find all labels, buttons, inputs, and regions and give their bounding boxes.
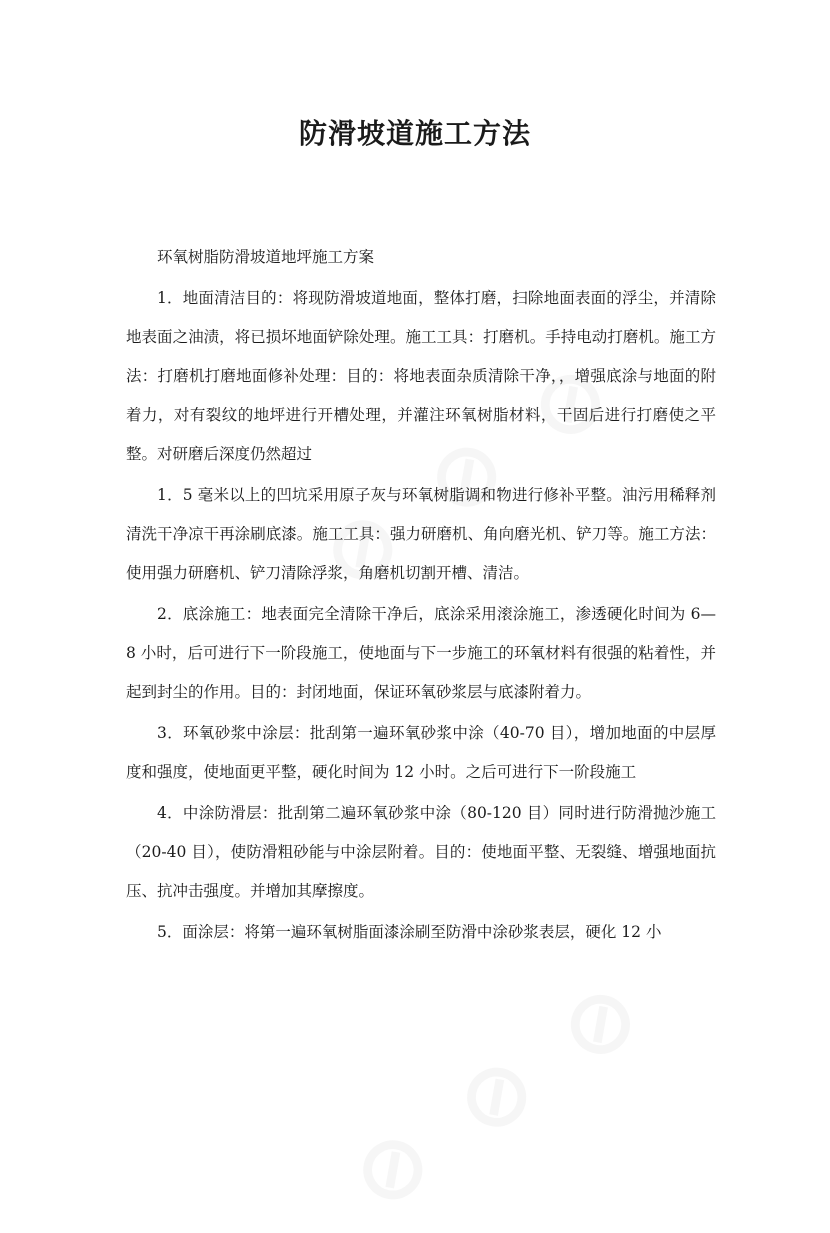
paragraph-step-3: 3．环氧砂浆中涂层：批刮第一遍环氧砂浆中涂（40-70 目），增加地面的中层厚度和强度，使地面更平整，硬化时间为 12 小时。之后可进行下一阶段施工 (126, 724, 716, 781)
paragraph-step-1: 1．地面清洁目的：将现防滑坡道地面，整体打磨，扫除地面表面的浮尘，并清除地表面之油渍，将已损坏地面铲除处理。施工工具：打磨机。手持电动打磨机。施工方法：打磨机打磨地面修补处理：目的：将地表面杂质清除干净，，增强底涂与地面的附着力，对有裂纹的地坪进行开槽处理，并灌注环氧树脂材料，干固后进行打磨使之平整。对研磨后深度仍然超过 (126, 289, 716, 463)
paragraph-step-4: 4．中涂防滑层：批刮第二遍环氧砂浆中涂（80-120 目）同时进行防滑抛沙施工（20-40 目），使防滑粗砂能与中涂层附着。目的：使地面平整、无裂缝、增强地面抗压、抗冲击强度。并增加其摩擦度。 (126, 804, 716, 900)
paragraph-step-2: 2．底涂施工：地表面完全清除干净后，底涂采用滚涂施工，渗透硬化时间为 6—8 小时，后可进行下一阶段施工，使地面与下一步施工的环氧材料有很强的粘着性，并起到封尘的作用。目的：封闭地面，保证环氧砂浆层与底漆附着力。 (126, 605, 716, 701)
paragraph-step-1-5: 1．5 毫米以上的凹坑采用原子灰与环氧树脂调和物进行修补平整。油污用稀释剂清洗干净凉干再涂刷底漆。施工工具：强力研磨机、角向磨光机、铲刀等。施工方法：使用强力研磨机、铲刀清除浮浆，角磨机切割开槽、清洁。 (126, 486, 716, 582)
paragraph-step-5: 5．面涂层：将第一遍环氧树脂面漆涂刷至防滑中涂砂浆表层，硬化 12 小 (157, 923, 662, 941)
document-title: 防滑坡道施工方法 (298, 117, 531, 150)
paragraph-subtitle: 环氧树脂防滑坡道地坪施工方案 (157, 248, 375, 266)
document-body (126, 238, 716, 952)
watermark (331, 952, 669, 1232)
